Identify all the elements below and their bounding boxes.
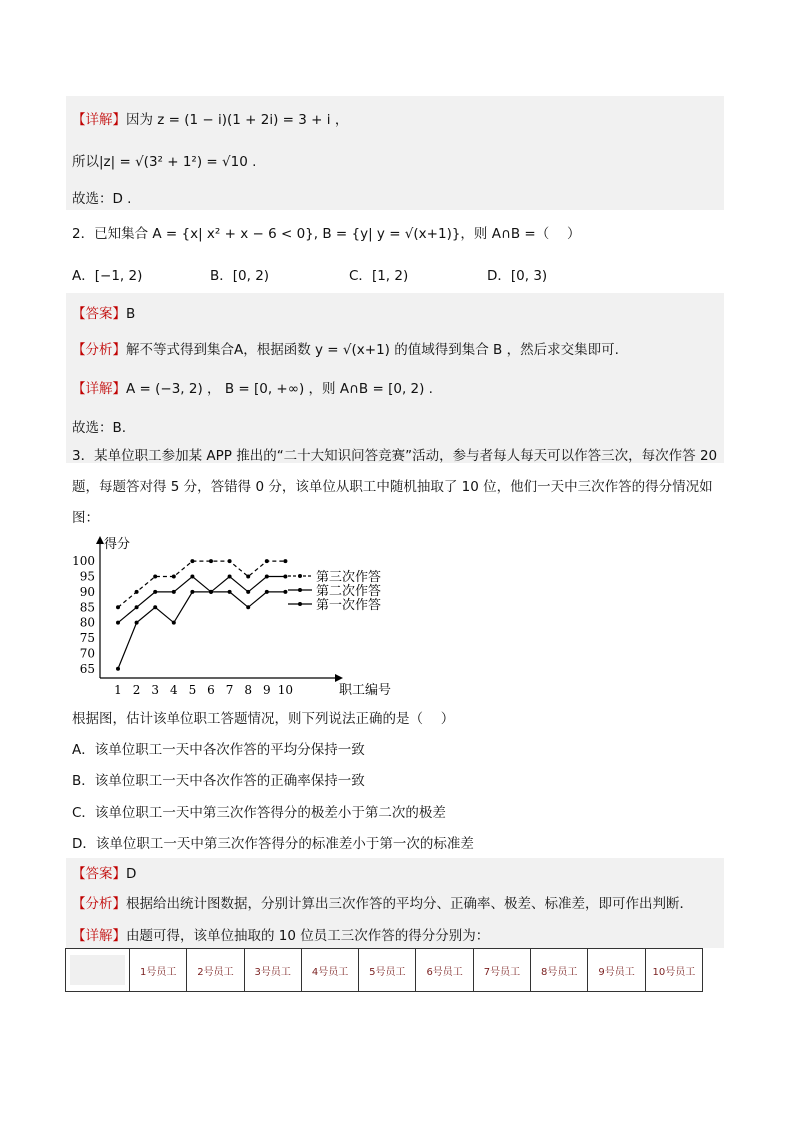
- data-point: [209, 559, 213, 563]
- chart-axes: [72, 536, 391, 698]
- answer-tag: 【答案】: [72, 866, 126, 882]
- q3-option-a: A．该单位职工一天中各次作答的平均分保持一致: [72, 742, 365, 758]
- q2-detail-line: [72, 377, 433, 397]
- q1-detail-line: [72, 108, 348, 128]
- legend-label: 第二次作答: [316, 584, 382, 599]
- y-tick-label: 65: [79, 661, 95, 676]
- table-header-cell: 1号员工: [130, 949, 187, 992]
- q3-stem-line-2: 题，每题答对得 5 分，答错得 0 分，该单位从职工中随机抽取了 10 位，他们一天中三次作答的得分情况如: [72, 479, 713, 495]
- x-tick-label: 10: [277, 683, 294, 697]
- data-point: [172, 575, 176, 579]
- x-axis-arrow: [335, 674, 343, 682]
- data-point: [283, 575, 287, 579]
- q2-option-a: A．[−1, 2): [72, 268, 143, 284]
- data-point: [135, 621, 139, 625]
- x-tick-label: 4: [169, 683, 178, 697]
- y-tick-label: 95: [79, 569, 95, 584]
- q2-option-b: B．[0, 2): [210, 268, 270, 284]
- data-point: [135, 605, 139, 609]
- y-tick-label: 100: [72, 554, 95, 569]
- q2-analysis: 解不等式得到集合A，根据函数 y = √(x+1) 的值域得到集合 B ，然后求交集即可.: [126, 342, 619, 358]
- q3-option-d: D．该单位职工一天中第三次作答得分的标准差小于第一次的标准差: [72, 836, 474, 852]
- table-header-cell: 9号员工: [588, 949, 645, 992]
- analysis-tag: 【分析】: [72, 342, 126, 358]
- legend-label: 第三次作答: [316, 570, 382, 585]
- data-point: [209, 590, 213, 594]
- table-header-cell: 5号员工: [359, 949, 416, 992]
- q2-stem: 2．已知集合 A = {x| x² + x − 6 < 0}, B = {y| y = √(x+1)}，则 A∩B =（ ）: [72, 226, 581, 242]
- data-point: [265, 575, 269, 579]
- series-line: [118, 592, 285, 669]
- y-tick-label: 70: [79, 646, 95, 661]
- score-line-chart: [70, 530, 410, 700]
- data-point: [172, 590, 176, 594]
- table-header-cell: 10号员工: [645, 949, 702, 992]
- data-point: [246, 605, 250, 609]
- data-point: [190, 559, 194, 563]
- q2-option-c: C．[1, 2): [349, 268, 409, 284]
- answer-tag: 【答案】: [72, 306, 126, 322]
- data-point: [135, 590, 139, 594]
- x-tick-label: 7: [225, 683, 234, 697]
- legend-marker: [298, 588, 302, 592]
- employee-score-table: [65, 948, 703, 992]
- data-point: [228, 559, 232, 563]
- data-point: [265, 590, 269, 594]
- x-axis-label: 职工编号: [339, 683, 392, 698]
- data-point: [246, 590, 250, 594]
- series-line: [118, 577, 285, 623]
- analysis-tag: 【分析】: [72, 896, 126, 912]
- q3-detail: 由题可得，该单位抽取的 10 位员工三次作答的得分分别为：: [126, 928, 490, 944]
- q2-detail: A = (−3, 2) ， B = [0, +∞) ，则 A∩B = [0, 2) .: [126, 381, 433, 397]
- detail-tag: 【详解】: [72, 381, 126, 397]
- data-point: [246, 575, 250, 579]
- x-tick-label: 5: [188, 683, 197, 697]
- data-point: [116, 667, 120, 671]
- q3-answer-line: [72, 862, 136, 882]
- data-point: [153, 605, 157, 609]
- data-point: [153, 590, 157, 594]
- y-tick-label: 90: [79, 584, 95, 599]
- q3-answer: D: [126, 866, 137, 882]
- q2-analysis-line: [72, 338, 619, 358]
- table-header-cell: 6号员工: [416, 949, 473, 992]
- table-corner-cell: [66, 949, 130, 992]
- table-header-cell: 8号员工: [531, 949, 588, 992]
- q3-option-b: B．该单位职工一天中各次作答的正确率保持一致: [72, 773, 365, 789]
- x-tick-label: 9: [262, 683, 271, 697]
- data-point: [116, 605, 120, 609]
- data-point: [228, 575, 232, 579]
- data-point: [153, 575, 157, 579]
- data-point: [228, 590, 232, 594]
- data-point: [172, 621, 176, 625]
- table-header-row: [66, 949, 703, 992]
- chart-series: [116, 559, 287, 671]
- q3-stem: [72, 443, 724, 532]
- data-point: [190, 590, 194, 594]
- x-tick-label: 1: [114, 683, 122, 697]
- x-tick-label: 6: [207, 683, 215, 697]
- q3-analysis-line: [72, 892, 693, 912]
- detail-tag: 【详解】: [72, 928, 126, 944]
- table-header-cell: 2号员工: [187, 949, 244, 992]
- x-tick-label: 8: [244, 683, 253, 697]
- q2-choice: 故选：B.: [72, 420, 127, 436]
- q3-stem-line-3: 图：: [72, 510, 99, 526]
- y-tick-label: 85: [79, 600, 95, 615]
- q1-modulus-line: 所以|z| = √(3² + 1²) = √10 .: [72, 154, 257, 170]
- table-header-cell: 7号员工: [473, 949, 530, 992]
- legend-label: 第一次作答: [316, 598, 382, 613]
- q3-stem-line-1: 3．某单位职工参加某 APP 推出的“二十大知识问答竞赛”活动，参与者每人每天可以作答三次，每次作答 20: [72, 448, 718, 464]
- q2-answer-line: [72, 302, 135, 322]
- data-point: [283, 590, 287, 594]
- q2-option-d: D．[0, 3): [487, 268, 548, 284]
- data-point: [283, 559, 287, 563]
- q3-question: 根据图，估计该单位职工答题情况，则下列说法正确的是（ ）: [72, 711, 455, 727]
- chart-legend: [288, 569, 381, 613]
- x-tick-label: 2: [132, 683, 141, 697]
- y-tick-label: 80: [79, 615, 95, 630]
- x-tick-label: 3: [151, 683, 160, 697]
- q2-answer: B: [126, 306, 136, 322]
- y-tick-label: 75: [79, 631, 95, 646]
- legend-marker: [298, 574, 302, 578]
- legend-marker: [298, 602, 302, 606]
- q3-detail-line: [72, 924, 489, 944]
- y-axis-label: 得分: [104, 537, 131, 552]
- table-header-cell: 3号员工: [244, 949, 301, 992]
- q3-option-c: C．该单位职工一天中第三次作答得分的极差小于第二次的极差: [72, 805, 446, 821]
- q3-analysis: 根据给出统计图数据，分别计算出三次作答的平均分、正确率、极差、标准差，即可作出判断．: [126, 896, 693, 912]
- q1-detail-text: 因为 z = (1 − i)(1 + 2i) = 3 + i ，: [126, 112, 349, 128]
- detail-tag: 【详解】: [72, 112, 126, 128]
- data-point: [265, 559, 269, 563]
- data-point: [190, 575, 194, 579]
- table-header-cell: 4号员工: [301, 949, 358, 992]
- data-point: [116, 621, 120, 625]
- y-axis-arrow: [96, 536, 104, 544]
- q1-choice-line: 故选：D .: [72, 191, 132, 207]
